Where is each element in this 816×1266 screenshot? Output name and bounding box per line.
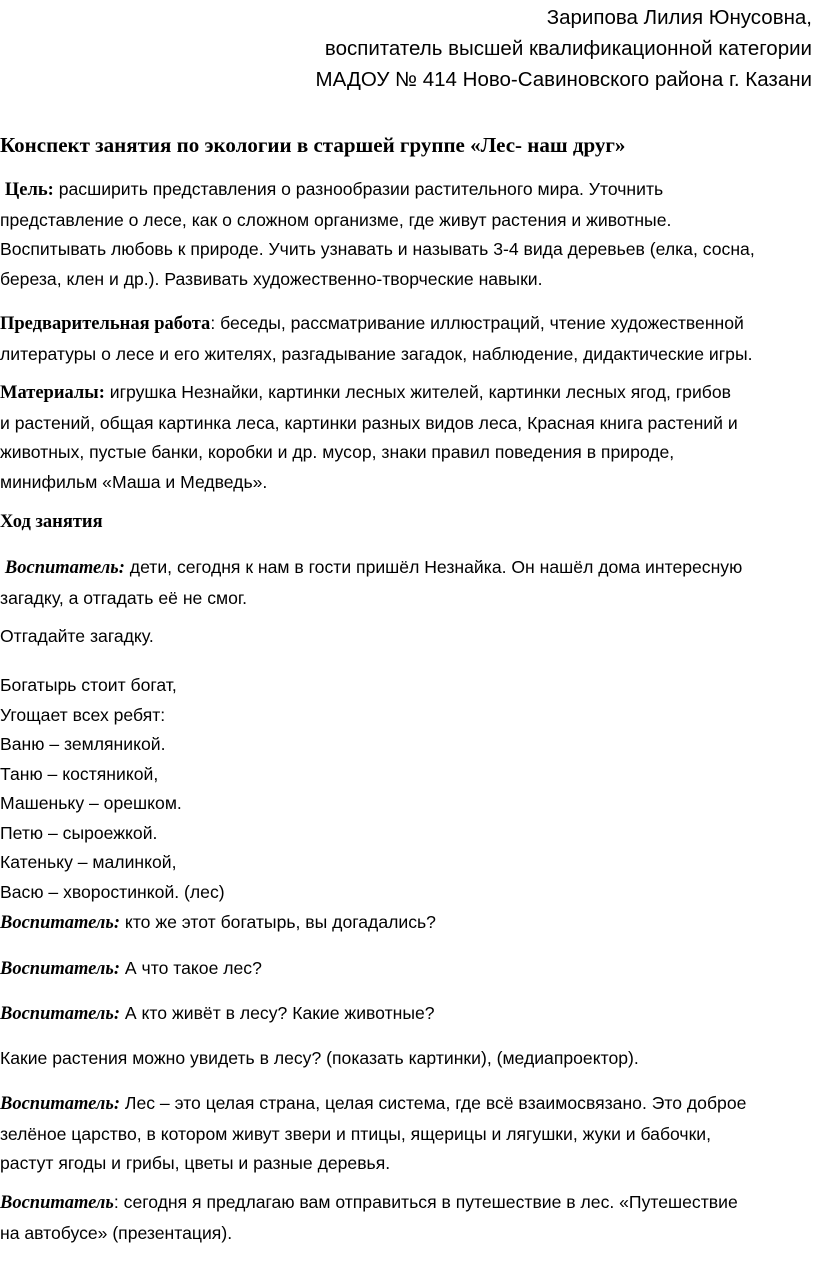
lesson-heading-block (0, 508, 814, 538)
dialogue-line-2 (0, 954, 814, 985)
intro-text-1: дети, сегодня к нам в гости пришёл Незнайка. Он нашёл дома интересную (124, 557, 743, 577)
materials-text-3: животных, пустые банки, коробки и др. мусор, знаки правил поведения в природе, (0, 442, 675, 462)
journey-text-1: : сегодня я предлагаю вам отправиться в путешествие в лес. «Путешествие (113, 1192, 738, 1212)
goal-line-1 (0, 175, 814, 206)
materials-label: Материалы: (0, 383, 105, 403)
author-organization: МАДОУ № 414 Ново-Савиновского района г. Казани (315, 68, 812, 91)
dialogue-text: А что такое лес? (120, 958, 262, 978)
riddle-poem (0, 671, 814, 907)
forest-speaker-label: Воспитатель: (0, 1094, 121, 1114)
dialogue-speaker-label: Воспитатель: (0, 1004, 121, 1024)
dialogue-text: кто же этот богатырь, вы догадались? (120, 912, 436, 932)
forest-text-2: зелёное царство, в котором живут звери и птицы, ящерицы и лягушки, жуки и бабочки, (0, 1123, 712, 1144)
forest-paragraph (0, 1089, 814, 1179)
journey-speaker-label: Воспитатель (0, 1193, 114, 1213)
preliminary-text-2: литературы о лесе и его жителях, разгадывание загадок, наблюдение, дидактические игры. (0, 343, 753, 364)
author-position: воспитатель высшей квалификационной категории (324, 37, 812, 60)
journey-line-1 (0, 1188, 814, 1219)
intro-text-2: загадку, а отгадать её не смог. (0, 587, 248, 608)
lesson-heading: Ход занятия (0, 512, 103, 532)
materials-text-1: игрушка Незнайки, картинки лесных жителей, картинки лесных ягод, грибов (104, 382, 731, 402)
author-name: Зарипова Лилия Юнусовна, (546, 6, 812, 29)
dialogue-line-1 (0, 908, 814, 939)
riddle-line: Катеньку – малинкой, (0, 852, 177, 872)
journey-paragraph (0, 1188, 814, 1248)
goal-text-1: расширить представления о разнообразии растительного мира. Уточнить (53, 179, 664, 199)
goal-paragraph (0, 175, 814, 294)
forest-line-1 (0, 1089, 814, 1120)
riddle-line: Угощает всех ребят: (0, 704, 166, 725)
materials-text-2: и растений, общая картинка леса, картинки разных видов леса, Красная книга растений и (0, 412, 738, 433)
dialogue-line-2-content (0, 954, 814, 985)
riddle-line: Богатырь стоит богат, (0, 675, 177, 695)
materials-paragraph (0, 378, 814, 497)
goal-text-4: береза, клен и др.). Развивать художественно-творческие навыки. (0, 268, 543, 289)
author-info (316, 2, 812, 95)
preliminary-paragraph (0, 309, 814, 369)
journey-text-2: на автобусе» (презентация). (0, 1222, 233, 1243)
riddle-prompt: Отгадайте загадку. (0, 626, 154, 646)
document-title: Конспект занятия по экологии в старшей группе «Лес- наш друг» (0, 133, 626, 157)
preliminary-text-1: : беседы, рассматривание иллюстраций, чтение художественной (210, 313, 744, 333)
forest-text-3: растут ягоды и грибы, цветы и разные деревья. (0, 1153, 391, 1173)
intro-paragraph (0, 553, 814, 613)
preliminary-label: Предварительная работа (0, 314, 211, 334)
materials-text-4: минифильм «Маша и Медведь». (0, 471, 268, 492)
dialogue-line-3 (0, 999, 814, 1030)
materials-line-1 (0, 378, 814, 409)
riddle-line: Петю – сыроежкой. (0, 822, 158, 843)
plants-question: Какие растения можно увидеть в лесу? (показать картинки), (медиапроектор). (0, 1048, 639, 1068)
goal-text-3: Воспитывать любовь к природе. Учить узнавать и называть 3-4 вида деревьев (елка, сосна, (0, 239, 755, 259)
riddle-line: Машеньку – орешком. (0, 793, 182, 813)
intro-line-1 (0, 553, 814, 584)
riddle-line: Таню – костяникой, (0, 763, 159, 784)
intro-speaker-label: Воспитатель: (4, 558, 125, 578)
dialogue-text: А кто живёт в лесу? Какие животные? (120, 1003, 435, 1023)
forest-text-1: Лес – это целая страна, целая система, где всё взаимосвязано. Это доброе (120, 1093, 747, 1113)
goal-text-2: представление о лесе, как о сложном организме, где живут растения и животные. (0, 209, 672, 230)
dialogue-line-1-content (0, 908, 814, 939)
plants-question-block (0, 1044, 814, 1074)
riddle-prompt-block (0, 622, 814, 652)
riddle-line: Ваню – земляникой. (0, 734, 166, 754)
dialogue-speaker-label: Воспитатель: (0, 913, 121, 933)
goal-label: Цель: (4, 180, 54, 200)
preliminary-line-1 (0, 309, 814, 340)
dialogue-line-3-content (0, 999, 814, 1030)
riddle-line: Васю – хворостинкой. (лес) (0, 881, 225, 902)
dialogue-speaker-label: Воспитатель: (0, 959, 121, 979)
